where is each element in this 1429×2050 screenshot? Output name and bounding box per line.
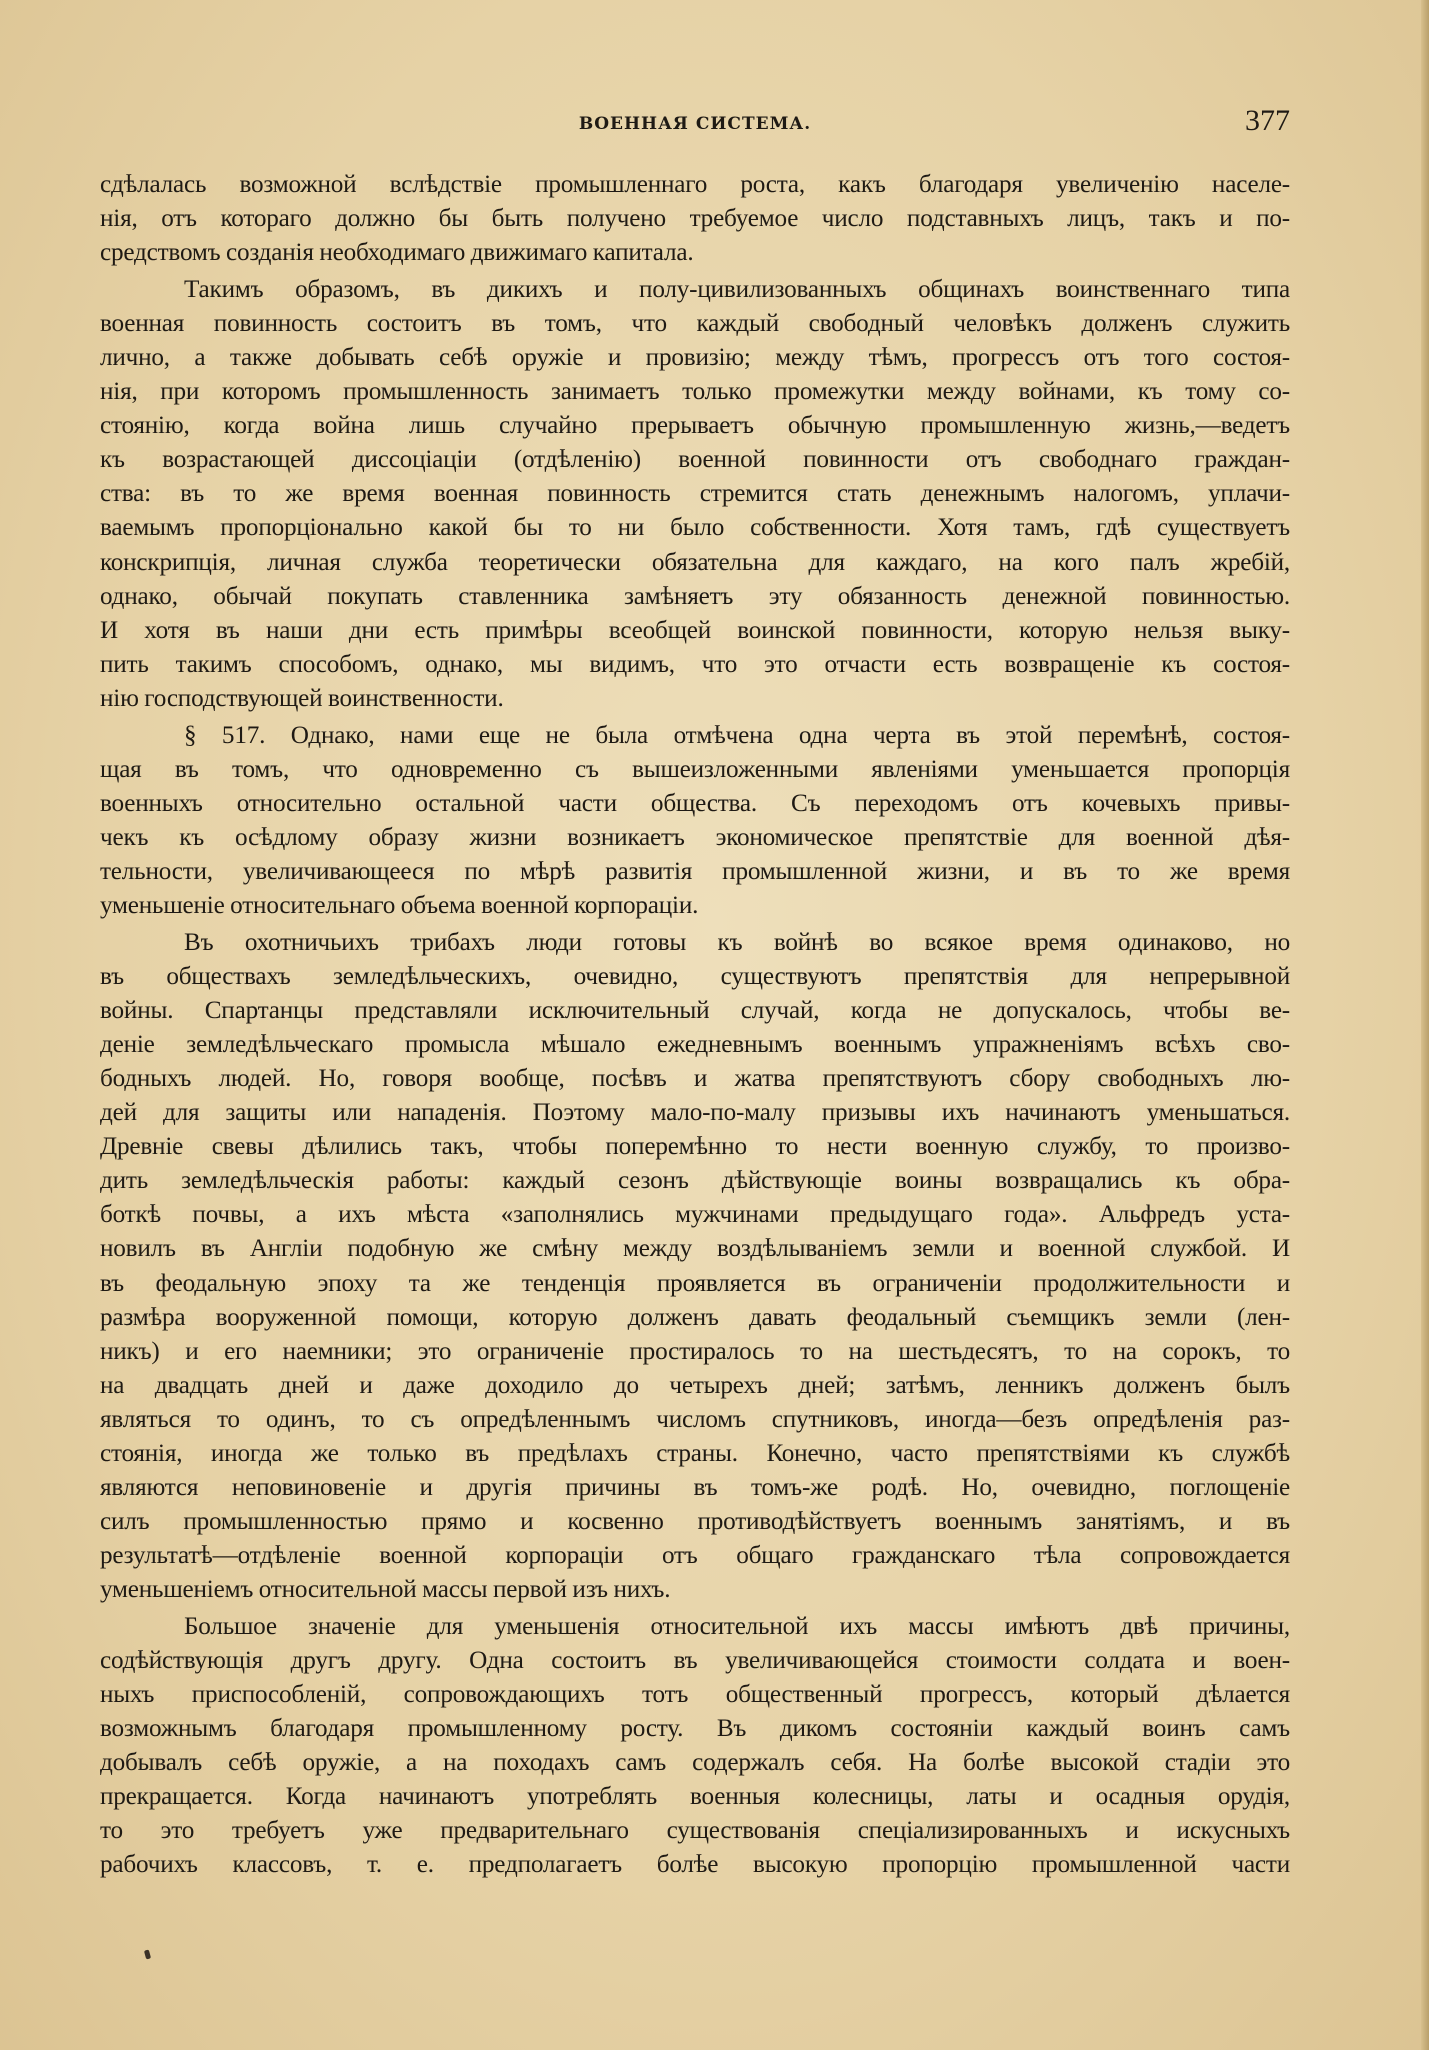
text-line: чекъ къ осѣдлому образу жизни возникаетъ экономическое препятствіе для военной дѣя- [100, 823, 1290, 851]
text-line: И хотя въ наши дни есть примѣры всеобщей воинской повинности, которую нельзя выку- [100, 616, 1290, 644]
text-line: конскрипція, личная служба теоретически обязательна для каждаго, на кого палъ жребій, [100, 548, 1290, 576]
text-line: дить земледѣльческія работы: каждый сезонъ дѣйствующіе воины возвращались къ обра- [100, 1167, 1290, 1195]
text-line: новилъ въ Англіи подобную же смѣну между воздѣлываніемъ земли и военной службой. И [100, 1235, 1290, 1263]
text-line: сдѣлалась возможной вслѣдствіе промышленнаго роста, какъ благодаря увеличенію населе- [100, 171, 1290, 198]
paragraph [100, 926, 1290, 1607]
paragraph [100, 1610, 1290, 1882]
text-line: возможнымъ благодаря промышленному росту. Въ дикомъ состояніи каждый воинъ самъ [100, 1715, 1290, 1743]
text-line: пить такимъ способомъ, однако, мы видимъ, что это отчасти есть возвращеніе къ состоя- [100, 650, 1290, 678]
text-line: никъ) и его наемники; это ограниченіе простиралось то на шестьдесятъ, то на сорокъ, то [100, 1337, 1290, 1365]
text-line: къ возрастающей диссоціаціи (отдѣленію) военной повинности отъ свободнаго граждан- [100, 446, 1290, 474]
page-edge-shadow [1421, 0, 1429, 2050]
text-line: уменьшеніе относительнаго объема военной корпораціи. [100, 891, 699, 919]
paragraph [100, 273, 1290, 716]
page-header [100, 104, 1290, 144]
text-line: Большое значеніе для уменьшенія относительной ихъ массы имѣютъ двѣ причины, [184, 1612, 1290, 1640]
text-line: размѣра вооруженной помощи, которую долженъ давать феодальный съемщикъ земли (лен- [100, 1303, 1290, 1331]
running-title: ВОЕННАЯ СИСТЕМА. [578, 114, 812, 134]
text-line: тельности, увеличивающееся по мѣрѣ развитія промышленной жизни, и въ то же время [100, 857, 1290, 885]
text-line: бодныхъ людей. Но, говоря вообще, посѣвъ и жатва препятствуютъ сбору свободныхъ лю- [100, 1065, 1290, 1093]
text-line: дей для защиты или нападенія. Поэтому мало-по-малу призывы ихъ начинаютъ уменьшаться. [100, 1099, 1290, 1127]
text-line: рабочихъ классовъ, т. е. предполагаетъ болѣе высокую пропорцію промышленной части [100, 1851, 1290, 1879]
page-number: 377 [1245, 104, 1290, 137]
text-line: въ феодальную эпоху та же тенденція проявляется въ ограниченіи продолжительности и [100, 1269, 1290, 1297]
paragraph [100, 168, 1290, 270]
text-line: § 517. Однако, нами еще не была отмѣчена одна черта въ этой перемѣнѣ, состоя- [184, 721, 1290, 749]
text-line: Такимъ образомъ, въ дикихъ и полу-цивилизованныхъ общинахъ воинственнаго типа [184, 276, 1290, 304]
text-line: боткѣ почвы, а ихъ мѣста «заполнялись мужчинами предыдущаго года». Альфредъ уста- [100, 1201, 1290, 1229]
text-line: являться то одинъ, то съ опредѣленнымъ числомъ спутниковъ, иногда—безъ опредѣленія раз- [100, 1405, 1290, 1433]
text-line: нія, отъ котораго должно бы быть получено требуемое число подставныхъ лицъ, такъ и по- [100, 205, 1290, 233]
text-line: Въ охотничьихъ трибахъ люди готовы къ войнѣ во всякое время одинаково, но [184, 929, 1290, 957]
text-line: деніе земледѣльческаго промысла мѣшало ежедневнымъ военнымъ упражненіямъ всѣхъ сво- [100, 1031, 1290, 1059]
text-line: нія, при которомъ промышленность занимаетъ только промежутки между войнами, къ тому со- [100, 378, 1290, 406]
text-line: прекращается. Когда начинаютъ употреблять военныя колесницы, латы и осадныя орудія, [100, 1783, 1290, 1811]
text-line: въ обществахъ земледѣльческихъ, очевидно, существуютъ препятствія для непрерывной [100, 963, 1290, 991]
text-line: силъ промышленностью прямо и косвенно противодѣйствуетъ военнымъ занятіямъ, и въ [100, 1507, 1290, 1535]
text-line: однако, обычай покупать ставленника замѣняетъ эту обязанность денежной повинностью. [100, 582, 1290, 610]
text-line: военныхъ относительно остальной части общества. Съ переходомъ отъ кочевыхъ привы- [100, 789, 1290, 817]
text-line: нію господствующей воинственности. [100, 684, 504, 712]
text-line: ваемымъ пропорціонально какой бы то ни было собственности. Хотя тамъ, гдѣ существуетъ [100, 514, 1290, 542]
text-line: содѣйствующія другъ другу. Одна состоитъ въ увеличивающейся стоимости солдата и воен- [100, 1647, 1290, 1675]
text-body [100, 168, 1290, 1885]
text-line: лично, а также добывать себѣ оружіе и провизію; между тѣмъ, прогрессъ отъ того состоя- [100, 344, 1290, 372]
text-line: уменьшеніемъ относительной массы первой изъ нихъ. [100, 1575, 671, 1603]
text-line: войны. Спартанцы представляли исключительный случай, когда не допускалось, чтобы ве- [100, 997, 1290, 1025]
text-line: ныхъ приспособленій, сопровождающихъ тотъ общественный прогрессъ, который дѣлается [100, 1681, 1290, 1709]
text-line: то это требуетъ уже предварительнаго существованія спеціализированныхъ и искусныхъ [100, 1817, 1290, 1845]
text-line: добывалъ себѣ оружіе, а на походахъ самъ содержалъ себя. На болѣе высокой стадіи это [100, 1749, 1290, 1777]
paragraph [100, 719, 1290, 923]
text-line: ства: въ то же время военная повинность стремится стать денежнымъ налогомъ, уплачи- [100, 480, 1290, 508]
text-line: средствомъ созданія необходимаго движимаго капитала. [100, 239, 694, 267]
text-line: на двадцать дней и даже доходило до четырехъ дней; затѣмъ, ленникъ долженъ былъ [100, 1371, 1290, 1399]
text-line: военная повинность состоитъ въ томъ, что каждый свободный человѣкъ долженъ служить [100, 310, 1290, 338]
text-line: являются неповиновеніе и другія причины въ томъ-же родѣ. Но, очевидно, поглощеніе [100, 1473, 1290, 1501]
text-line: стоянію, когда война лишь случайно прерываетъ обычную промышленную жизнь,—ведетъ [100, 412, 1290, 440]
print-speck [144, 1950, 151, 1960]
text-line: Древніе свевы дѣлились такъ, чтобы поперемѣнно то нести военную службу, то произво- [100, 1133, 1290, 1161]
text-line: щая въ томъ, что одновременно съ вышеизложенными явленіями уменьшается пропорція [100, 755, 1290, 783]
text-line: результатѣ—отдѣленіе военной корпораціи отъ общаго гражданскаго тѣла сопровождается [100, 1541, 1290, 1569]
text-line: стоянія, иногда же только въ предѣлахъ страны. Конечно, часто препятствіями къ службѣ [100, 1439, 1290, 1467]
